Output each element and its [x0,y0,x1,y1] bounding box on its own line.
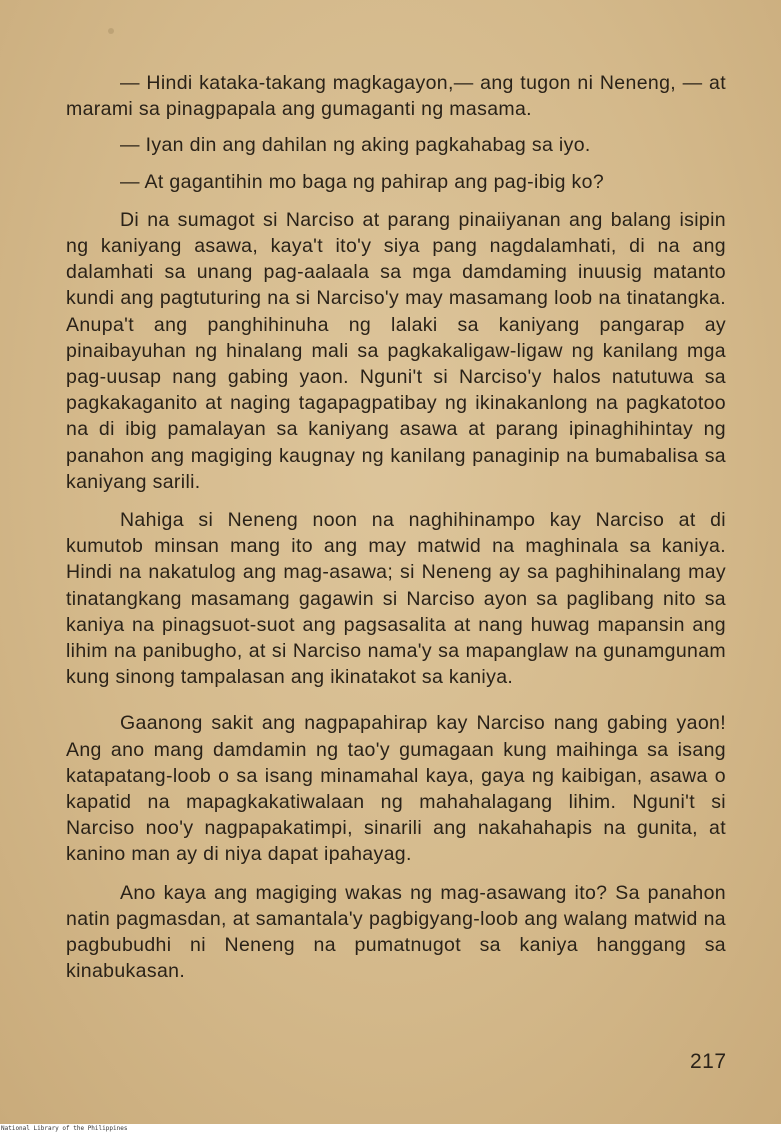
paragraph-narration-2: Nahiga si Neneng noon na naghihinampo kay Narciso at di kumutob minsan mang ito ang may matwid na maghinala sa kaniya. Hindi na nakatulog ang mag-asawa; si Neneng ay sa paghihinalang may tinatangkang masamang gagawin si Narciso ayon sa paglibang nito sa kaniya na pinagsuot-suot ang pagsasalita at nang huwag mapansin ang lihim na panibugho, at si Narciso nama'y sa mapanglaw na gunamgunam kung sinong tampalasan ang ikinatakot sa kaniya. [66,509,726,689]
paragraph-dialogue-2: — Iyan din ang dahilan ng aking pagkahabag sa iyo. [120,134,591,157]
paragraph-dialogue-1: — Hindi kataka-takang magkagayon,— ang tugon ni Neneng, — at marami sa pinagpapala ang gumaganti ng masama. [66,72,726,121]
body-text [66,70,726,985]
page-number: 217 [690,1050,727,1073]
paper-speck [108,28,114,34]
footer-bar [0,1124,781,1133]
paragraph-narration-4: Ano kaya ang magiging wakas ng mag-asawang ito? Sa panahon natin pagmasdan, at samantala'y pagbigyang-loob ang walang matwid na pagbubudhi ni Neneng na pumatnugot sa kaniya hanggang sa kinabukasan. [66,881,726,983]
paragraph-narration-1: Di na sumagot si Narciso at parang pinaiiyanan ang balang isipin ng kaniyang asawa, kaya't ito'y siya pang nagdalamhati, di na ang dalamhati sa unang pag-aalaala sa mga damdaming inuusig matanto kundi ang pagtuturing na si Narciso'y may masamang loob na tinatangka. Anupa't ang panghihinuha ng lalaki sa kaniyang pangarap ay pinaibayuhan ng hinalang mali sa pagkakaligaw-ligaw ng kanilang mga pag-uusap nang gabing yaon. Nguni't si Narciso'y halos natutuwa sa pagkakaganito at naging tagapagpatibay ng ikinakanlong na pagkatotoo na di ibig pamalayan sa kaniyang asawa at parang ipinaghihintay ng panahon ang magiging kaugnay ng kanilang panaginip na bumabalisa sa kaniyang sarili. [66,208,726,493]
paragraph-narration-3: Gaanong sakit ang nagpapahirap kay Narciso nang gabing yaon! Ang ano mang damdamin ng tao'y gumagaan kung maihinga sa isang katapatang-loob o sa isang minamahal kaya, gaya ng kaibigan, asawa o kapatid na mapagkakatiwalaan ng mahahalagang lihim. Nguni't si Narciso noo'y nagpapakatimpi, sinarili ang nakahahapis na gunita, at kanino man ay di niya dapat ipahayag. [66,712,726,866]
paragraph-dialogue-3: — At gagantihin mo baga ng pahirap ang pag-ibig ko? [120,170,605,193]
library-credit: National Library of the Philippines [1,1125,128,1132]
